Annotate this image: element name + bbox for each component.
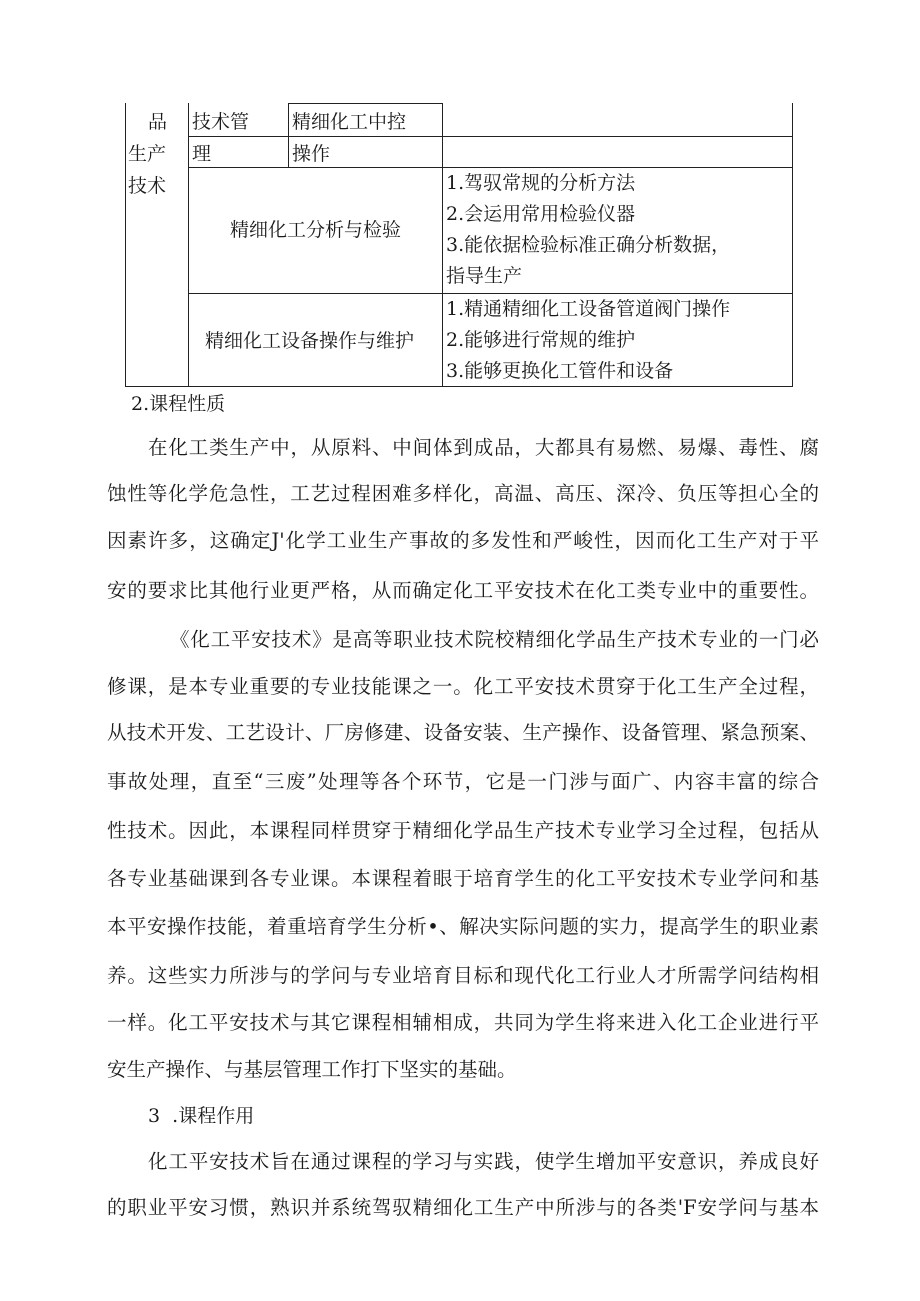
table-border xyxy=(792,103,793,387)
list-item: 3.能够更换化工管件和设备 xyxy=(446,360,674,382)
text-line: 事故处理，直至“三废”处理等各个环节，它是一门涉与面广、内容丰富的综合 xyxy=(107,770,819,793)
table-cell-title: 精细化工设备操作与维护 xyxy=(205,330,415,352)
section-heading: 3 .课程作用 xyxy=(148,1105,255,1127)
table-cell: 操作 xyxy=(292,143,331,165)
text-line: 蚀性等化学危急性，工艺过程困难多样化，高温、高压、深冷、负压等担心全的 xyxy=(107,482,819,505)
table-border xyxy=(125,103,126,387)
table-border xyxy=(288,103,443,104)
text-line: 性技术。因此，本课程同样贯穿于精细化学品生产技术专业学习全过程，包括从 xyxy=(107,819,819,842)
section-heading: 2.课程性质 xyxy=(131,393,226,415)
table-cell: 生产 xyxy=(128,143,167,165)
list-item: 1.驾驭常规的分析方法 xyxy=(446,172,636,194)
text-line: 一样。化工平安技术与其它课程相辅相成，共同为学生将来进入化工企业进行平 xyxy=(107,1011,819,1034)
curriculum-table xyxy=(0,0,920,400)
list-item: 1.精通精细化工设备管道阀门操作 xyxy=(446,298,731,320)
list-item: 指导生产 xyxy=(446,265,523,287)
text-line: 在化工类生产中，从原料、中间体到成品，大都具有易燃、易爆、毒性、腐 xyxy=(148,436,819,459)
table-cell: 技术管 xyxy=(192,111,250,133)
list-item: 3.能依据检验标准正确分析数据， xyxy=(446,234,731,256)
text-line: 安的要求比其他行业更严格，从而确定化工平安技术在化工类专业中的重要性。 xyxy=(107,579,819,602)
text-line: 修课，是本专业重要的专业技能课之一。化工平安技术贯穿于化工生产全过程， xyxy=(107,675,819,698)
text-line: 从技术开发、工艺设计、厂房修建、设备安装、生产操作、设备管理、紧急预案、 xyxy=(107,721,819,744)
table-border xyxy=(188,136,793,137)
table-border xyxy=(288,103,289,167)
text-line: 各专业基础课到各专业课。本课程着眼于培育学生的化工平安技术专业学问和基 xyxy=(107,867,819,890)
text-line: 化工平安技术旨在通过课程的学习与实践，使学生增加平安意识，养成良好 xyxy=(148,1150,819,1173)
text-line: 的职业平安习惯，熟识并系统驾驭精细化工生产中所涉与的各类'F安学问与基本 xyxy=(107,1196,819,1219)
text-line: 因素许多，这确定J'化学工业生产事故的多发性和严峻性，因而化工生产对于平 xyxy=(107,529,819,552)
table-cell: 品 xyxy=(148,111,168,133)
text-line: 安生产操作、与基层管理工作打下坚实的基础。 xyxy=(107,1058,517,1081)
text-line: 养。这些实力所涉与的学问与专业培育目标和现代化工行业人才所需学问结构相 xyxy=(107,964,819,987)
list-item: 2.能够进行常规的维护 xyxy=(446,329,636,351)
table-border xyxy=(442,103,443,387)
text-line: 《化工平安技术》是高等职业技术院校精细化学品生产技术专业的一门必 xyxy=(170,628,819,651)
table-cell: 技术 xyxy=(128,175,167,197)
table-cell: 理 xyxy=(192,143,212,165)
table-cell: 精细化工中控 xyxy=(292,111,407,133)
table-border xyxy=(188,103,189,387)
table-cell-title: 精细化工分析与检验 xyxy=(230,219,402,241)
text-line: 本平安操作技能，着重培育学生分析•、解决实际问题的实力，提高学生的职业素 xyxy=(107,915,819,938)
list-item: 2.会运用常用检验仪器 xyxy=(446,203,636,225)
